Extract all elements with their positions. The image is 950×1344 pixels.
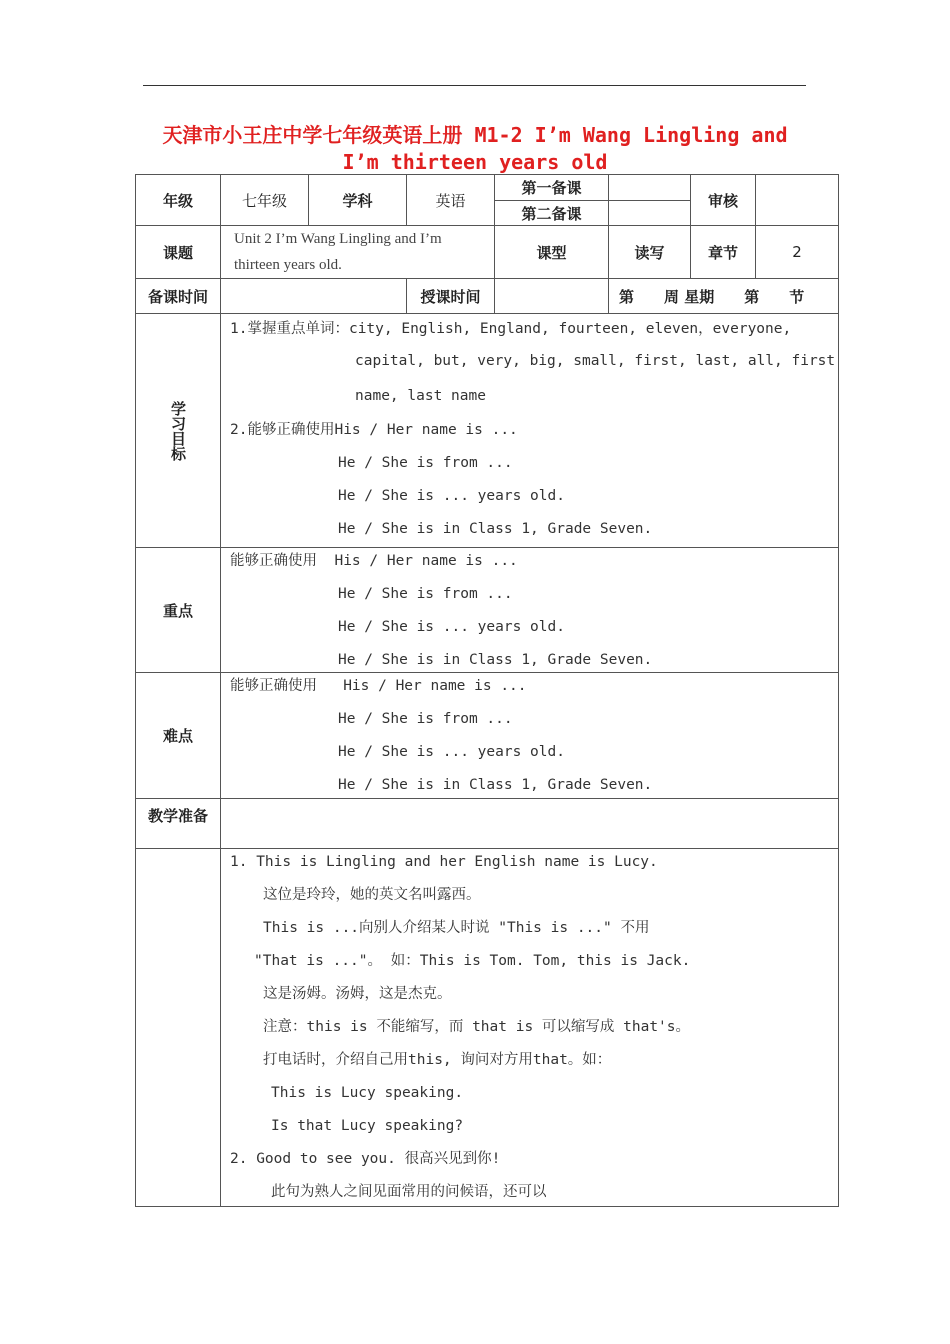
preparation-content — [221, 799, 839, 849]
lesson-plan-table — [135, 174, 839, 1207]
prep1-value — [609, 175, 691, 201]
subject-label: 学科 — [309, 175, 407, 226]
note-line: 这位是玲玲，她的英文名叫露西。 — [263, 887, 481, 903]
type-value: 读写 — [609, 226, 691, 279]
objective-line: He / She is from ... — [338, 455, 513, 471]
preparation-label: 教学准备 — [136, 799, 221, 849]
key-point-line: 能够正确使用 His / Her name is ... — [230, 553, 518, 569]
prep2-value — [609, 201, 691, 226]
subject-value: 英语 — [407, 175, 495, 226]
difficulty-line: 能够正确使用 His / Her name is ... — [230, 678, 527, 694]
notes-label-cell — [136, 849, 221, 1207]
note-line: 1. This is Lingling and her English name is Lucy. — [230, 854, 658, 870]
notes-content — [221, 849, 839, 1207]
objective-line: capital, but, very, big, small, first, last, all, first — [355, 353, 836, 369]
note-line: Is that Lucy speaking? — [271, 1118, 464, 1134]
objectives-label: 学习目标 — [169, 400, 187, 461]
key-point-line: He / She is from ... — [338, 586, 513, 602]
note-line: 打电话时，介绍自己用this, 询问对方用that。如： — [263, 1052, 612, 1068]
note-line: 此句为熟人之间见面常用的问候语，还可以 — [271, 1184, 547, 1200]
objective-line: He / She is ... years old. — [338, 488, 565, 504]
difficulty-line: He / She is ... years old. — [338, 744, 565, 760]
review-label: 审核 — [691, 175, 756, 226]
title-line-1: 天津市小王庄中学七年级英语上册 M1-2 I’m Wang Lingling and — [162, 123, 788, 147]
title-line-2: I’m thirteen years old — [342, 150, 608, 174]
key-points-label: 重点 — [136, 548, 221, 673]
topic-label: 课题 — [136, 226, 221, 279]
objective-line: He / She is in Class 1, Grade Seven. — [338, 521, 653, 537]
key-point-line: He / She is ... years old. — [338, 619, 565, 635]
prep-time-label: 备课时间 — [136, 279, 221, 314]
key-point-line: He / She is in Class 1, Grade Seven. — [338, 652, 653, 668]
header-rule — [143, 85, 806, 86]
week-schedule: 第 周 星期 第 节 — [609, 279, 839, 314]
chapter-label: 章节 — [691, 226, 756, 279]
prep2-label: 第二备课 — [495, 201, 609, 226]
prep-time-value — [221, 279, 407, 314]
note-line: "That is ..."。 如：This is Tom. Tom, this is Jack. — [254, 953, 691, 969]
note-line: This is Lucy speaking. — [271, 1085, 464, 1101]
objectives-label-cell — [136, 314, 221, 548]
note-line: 这是汤姆。汤姆，这是杰克。 — [263, 986, 452, 1002]
topic-line-2: thirteen years old. — [234, 257, 342, 273]
teach-time-value — [495, 279, 609, 314]
difficulty-line: He / She is from ... — [338, 711, 513, 727]
teach-time-label: 授课时间 — [407, 279, 495, 314]
grade-label: 年级 — [136, 175, 221, 226]
difficulty-line: He / She is in Class 1, Grade Seven. — [338, 777, 653, 793]
objectives-content — [221, 314, 839, 548]
review-value — [756, 175, 839, 226]
chapter-value: 2 — [756, 226, 839, 279]
note-line: 注意：this is 不能缩写，而 that is 可以缩写成 that's。 — [263, 1019, 691, 1035]
topic-line-1: Unit 2 I’m Wang Lingling and I’m — [234, 231, 442, 247]
grade-value: 七年级 — [221, 175, 309, 226]
note-line: This is ...向别人介绍某人时说 "This is ..." 不用 — [263, 920, 650, 936]
key-points-content — [221, 548, 839, 673]
difficulties-content — [221, 673, 839, 799]
topic-value — [221, 226, 495, 279]
difficulties-label: 难点 — [136, 673, 221, 799]
objective-line: 1.掌握重点单词：city, English, England, fourteen, eleven，everyone, — [230, 321, 792, 337]
type-label: 课型 — [495, 226, 609, 279]
note-line: 2. Good to see you. 很高兴见到你! — [230, 1151, 501, 1167]
document-title — [135, 122, 815, 176]
objective-line: 2.能够正确使用His / Her name is ... — [230, 422, 518, 438]
prep1-label: 第一备课 — [495, 175, 609, 201]
objective-line: name, last name — [355, 388, 486, 404]
